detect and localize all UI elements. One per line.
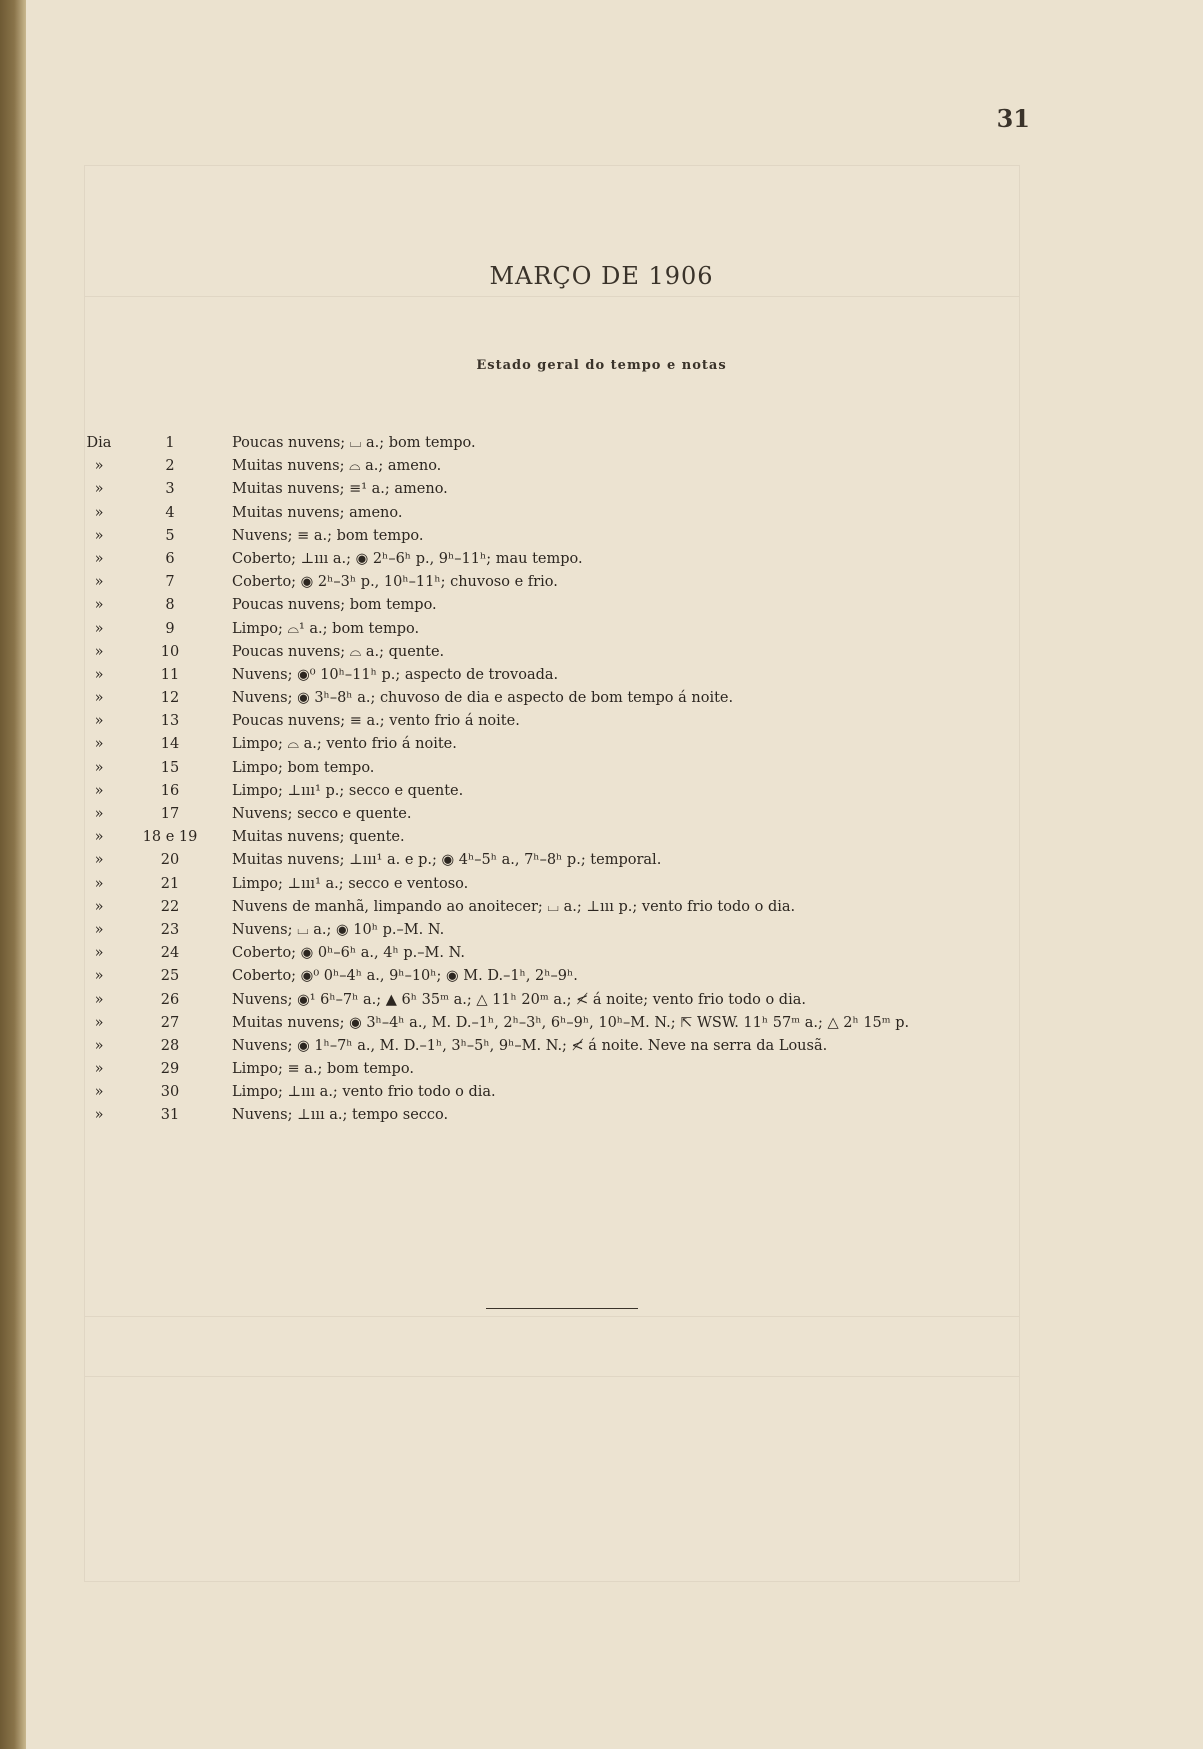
list-item — [0, 1058, 1203, 1081]
row-label: » — [94, 875, 104, 892]
day-number: 6 — [165, 550, 175, 567]
row-label: » — [94, 597, 104, 614]
weather-note: Muitas nuvens; ⌓ a.; ameno. — [232, 458, 442, 475]
weather-note: Nuvens; ≡ a.; bom tempo. — [232, 527, 424, 544]
list-item — [0, 455, 1203, 478]
day-number: 3 — [165, 481, 175, 498]
row-label: » — [94, 968, 104, 985]
weather-note: Coberto; ◉⁰ 0ʰ–4ʰ a., 9ʰ–10ʰ; ◉ M. D.–1ʰ, 2ʰ–9ʰ. — [232, 968, 578, 985]
weather-note: Coberto; ◉ 0ʰ–6ʰ a., 4ʰ p.–M. N. — [232, 945, 465, 962]
weather-note: Poucas nuvens; ⌓ a.; quente. — [232, 643, 445, 660]
row-label: » — [94, 481, 104, 498]
day-number: 8 — [165, 597, 175, 614]
row-label: » — [94, 504, 104, 521]
day-number: 13 — [160, 713, 180, 730]
list-item — [0, 594, 1203, 617]
weather-note: Limpo; bom tempo. — [232, 759, 375, 776]
row-label: » — [94, 759, 104, 776]
closing-rule — [486, 1308, 638, 1309]
weather-note: Limpo; ⊥ııı¹ p.; secco e quente. — [232, 782, 464, 799]
row-label: » — [94, 527, 104, 544]
list-item — [0, 989, 1203, 1012]
weather-note: Muitas nuvens; ameno. — [232, 504, 403, 521]
day-number: 31 — [160, 1107, 180, 1124]
row-label: » — [94, 1061, 104, 1078]
list-item — [0, 502, 1203, 525]
weather-note: Poucas nuvens; bom tempo. — [232, 597, 437, 614]
day-number: 11 — [160, 666, 180, 683]
row-label: » — [94, 1107, 104, 1124]
day-number: 20 — [160, 852, 180, 869]
row-label: » — [94, 991, 104, 1008]
row-label: » — [94, 852, 104, 869]
page-title: MARÇO DE 1906 — [489, 262, 714, 290]
list-item — [0, 618, 1203, 641]
weather-note: Muitas nuvens; ◉ 3ʰ–4ʰ a., M. D.–1ʰ, 2ʰ–3ʰ, 6ʰ–9ʰ, 10ʰ–M. N.; ⇱ WSW. 11ʰ 57ᵐ a.; △ 2ʰ 15ᵐ p. — [232, 1014, 910, 1031]
row-label: » — [94, 643, 104, 660]
row-label: » — [94, 806, 104, 822]
day-number: 16 — [160, 782, 180, 799]
weather-note: Nuvens; ◉ 1ʰ–7ʰ a., M. D.–1ʰ, 3ʰ–5ʰ, 9ʰ–M. N.; ≮ á noite. Neve na serra da Lousã. — [232, 1037, 828, 1054]
day-number: 22 — [160, 898, 180, 915]
weather-note: Coberto; ◉ 2ʰ–3ʰ p., 10ʰ–11ʰ; chuvoso e frio. — [232, 574, 558, 591]
row-label: » — [94, 1084, 104, 1101]
list-item — [0, 710, 1203, 733]
list-item — [0, 548, 1203, 571]
list-item — [0, 478, 1203, 501]
weather-note: Nuvens de manhã, limpando ao anoitecer; ⌴ a.; ⊥ııı p.; vento frio todo o dia. — [232, 898, 796, 915]
row-label: » — [94, 574, 104, 591]
day-number: 9 — [165, 620, 175, 637]
row-label: » — [94, 921, 104, 938]
day-number: 2 — [165, 458, 175, 475]
day-number: 27 — [160, 1014, 180, 1031]
row-label: » — [94, 898, 104, 915]
weather-note: Nuvens; ⊥ııı a.; tempo secco. — [232, 1107, 449, 1124]
weather-note: Limpo; ⌓ a.; vento frio á noite. — [232, 736, 457, 753]
day-number: 1 — [165, 435, 175, 451]
day-number: 18 e 19 — [142, 829, 198, 846]
list-item — [0, 757, 1203, 780]
row-label: » — [94, 690, 104, 707]
list-item — [0, 664, 1203, 687]
weather-note: Nuvens; secco e quente. — [232, 806, 412, 822]
weather-note: Nuvens; ◉⁰ 10ʰ–11ʰ p.; aspecto de trovoada. — [232, 666, 559, 683]
list-item — [0, 849, 1203, 872]
day-number: 21 — [160, 875, 180, 892]
day-number: 17 — [160, 806, 180, 822]
day-number: 29 — [160, 1061, 180, 1078]
day-number: 25 — [160, 968, 180, 985]
list-item — [0, 733, 1203, 756]
row-label: » — [94, 713, 104, 730]
row-label: » — [94, 782, 104, 799]
row-label: » — [94, 550, 104, 567]
weather-note: Coberto; ⊥ııı a.; ◉ 2ʰ–6ʰ p., 9ʰ–11ʰ; mau tempo. — [232, 550, 583, 567]
row-label: » — [94, 945, 104, 962]
day-number: 4 — [165, 504, 175, 521]
weather-note: Nuvens; ◉¹ 6ʰ–7ʰ a.; ▲ 6ʰ 35ᵐ a.; △ 11ʰ 20ᵐ a.; ≮ á noite; vento frio todo o dia. — [232, 991, 806, 1008]
day-number: 14 — [160, 736, 180, 753]
list-item — [0, 1035, 1203, 1058]
weather-note: Limpo; ⌓¹ a.; bom tempo. — [232, 620, 420, 637]
page-number: 31 — [996, 104, 1030, 133]
list-item — [0, 1104, 1203, 1127]
weather-note: Muitas nuvens; quente. — [232, 829, 405, 846]
row-label: » — [94, 829, 104, 846]
day-number: 7 — [165, 574, 175, 591]
row-label: » — [94, 458, 104, 475]
list-item — [0, 873, 1203, 896]
list-item — [0, 1012, 1203, 1035]
weather-note: Limpo; ⊥ııı a.; vento frio todo o dia. — [232, 1084, 496, 1101]
day-number: 15 — [160, 759, 180, 776]
row-label: » — [94, 736, 104, 753]
list-item — [0, 1081, 1203, 1104]
day-number: 26 — [160, 991, 180, 1008]
weather-note: Muitas nuvens; ≡¹ a.; ameno. — [232, 481, 448, 498]
list-item — [0, 826, 1203, 849]
day-number: 24 — [160, 945, 180, 962]
weather-note: Poucas nuvens; ≡ a.; vento frio á noite. — [232, 713, 520, 730]
list-item — [0, 780, 1203, 803]
list-item — [0, 432, 1203, 455]
day-number: 23 — [160, 921, 180, 938]
row-label: » — [94, 620, 104, 637]
list-item — [0, 687, 1203, 710]
day-number: 10 — [160, 643, 180, 660]
weather-note: Nuvens; ⌴ a.; ◉ 10ʰ p.–M. N. — [232, 921, 445, 938]
day-number: 28 — [160, 1037, 180, 1054]
list-item — [0, 942, 1203, 965]
weather-notes-list — [0, 432, 1203, 1128]
list-item — [0, 641, 1203, 664]
row-label: » — [94, 666, 104, 683]
row-label: » — [94, 1014, 104, 1031]
weather-note: Poucas nuvens; ⌴ a.; bom tempo. — [232, 435, 476, 451]
day-number: 5 — [165, 527, 175, 544]
weather-note: Limpo; ⊥ııı¹ a.; secco e ventoso. — [232, 875, 469, 892]
list-item — [0, 525, 1203, 548]
weather-note: Muitas nuvens; ⊥ııı¹ a. e p.; ◉ 4ʰ–5ʰ a., 7ʰ–8ʰ p.; temporal. — [232, 852, 662, 869]
row-label: » — [94, 1037, 104, 1054]
list-item — [0, 896, 1203, 919]
section-subtitle: Estado geral do tempo e notas — [476, 358, 727, 373]
list-item — [0, 571, 1203, 594]
day-number: 12 — [160, 690, 180, 707]
list-item — [0, 965, 1203, 988]
weather-note: Nuvens; ◉ 3ʰ–8ʰ a.; chuvoso de dia e aspecto de bom tempo á noite. — [232, 690, 734, 707]
list-item — [0, 919, 1203, 942]
weather-note: Limpo; ≡ a.; bom tempo. — [232, 1061, 414, 1078]
list-item — [0, 803, 1203, 826]
row-label: Dia — [86, 435, 112, 451]
day-number: 30 — [160, 1084, 180, 1101]
